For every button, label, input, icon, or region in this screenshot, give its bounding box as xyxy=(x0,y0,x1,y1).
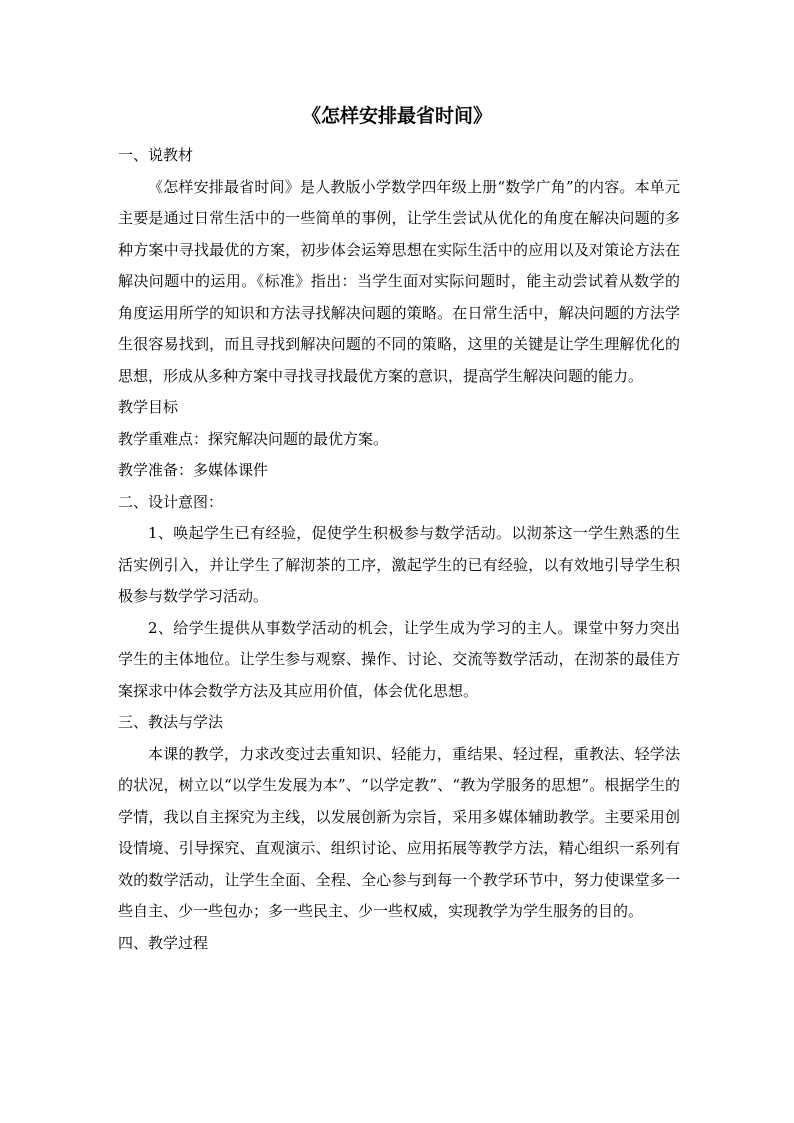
paragraph-methods: 本课的教学，力求改变过去重知识、轻能力，重结果、轻过程，重教法、轻学法的状况，树立以“以学生发展为本”、“以学定教”、“教为学服务的思想”。根据学生的学情，我以自主探究为主线，以发展创新为宗旨，采用多媒体辅助教学。主要采用创设情境、引导探究、直观演示、组织讨论、应用拓展等教学方法，精心组织一系列有效的数学活动，让学生全面、全程、全心参与到每一个教学环节中，努力使课堂多一些自主、少一些包办；多一些民主、少一些权威，实现教学为学生服务的目的。 xyxy=(118,744,680,920)
section-heading-teaching-material: 一、说教材 xyxy=(118,146,194,164)
paragraph-design-intent-1: 1、唤起学生已有经验，促使学生积极参与数学活动。以沏茶这一学生熟悉的生活实例引入，并让学生了解沏茶的工序，激起学生的已有经验，以有效地引导学生积极参与数学学习活动。 xyxy=(118,524,680,605)
preparation-line: 教学准备：多媒体课件 xyxy=(118,461,269,479)
document-title: 《怎样安排最省时间》 xyxy=(301,105,492,127)
section-heading-design-intent: 二、设计意图： xyxy=(118,492,224,511)
paragraph-design-intent-2: 2、给学生提供从事数学活动的机会，让学生成为学习的主人。课堂中努力突出学生的主体地位。让学生参与观察、操作、讨论、交流等数学活动，在沏茶的最佳方案探求中体会数学方法及其应用价值，体会优化思想。 xyxy=(118,618,680,700)
section-heading-methods: 三、教法与学法 xyxy=(118,713,224,731)
key-points-line: 教学重难点：探究解决问题的最优方案。 xyxy=(118,429,389,448)
document-body xyxy=(118,140,680,959)
paragraph-teaching-material: 《怎样安排最省时间》是人教版小学数学四年级上册“数学广角”的内容。本单元主要是通过日常生活中的一些简单的事例，让学生尝试从优化的角度在解决问题的多种方案中寻找最优的方案，初步体会运筹思想在实际生活中的应用以及对策论方法在解决问题中的运用。《标准》指出：当学生面对实际问题时，能主动尝试着从数学的角度运用所学的知识和方法寻找解决问题的策略。在日常生活中，解决问题的方法学生很容易找到，而且寻找到解决问题的不同的策略，这里的关键是让学生理解优化的思想，形成从多种方案中寻找寻找最优方案的意识，提高学生解决问题的能力。 xyxy=(118,177,680,385)
section-heading-teaching-process: 四、教学过程 xyxy=(118,933,209,952)
section-heading-objectives: 教学目标 xyxy=(118,398,179,416)
